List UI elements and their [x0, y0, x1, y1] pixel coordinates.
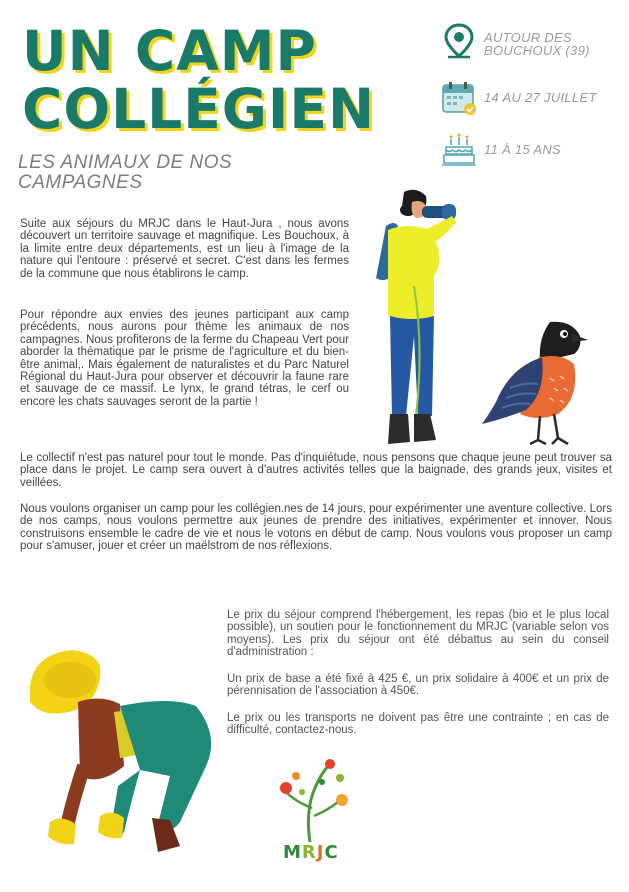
mrjc-logo-text: MRJC [283, 842, 339, 863]
paragraph-price-intro: Le prix du séjour comprend l'hébergement, les repas (bio et le plus local possible), un soutien pour le fonctionnement du MRJC (variable selon vos moyens). Les prix du séjour ont été débattus au sein du conseil d'administration : [227, 609, 609, 659]
paragraph-price-note: Le prix ou les transports ne doivent pas être une contrainte ; en cas de difficulté, contactez-nous. [227, 712, 609, 737]
info-dates [440, 79, 597, 117]
gardener-illustration [20, 646, 222, 862]
paragraph-intro: Suite aux séjours du MRJC dans le Haut-Jura , nous avons découvert un territoire sauvage et magnifique. Les Bouchoux, à la limite entre deux départements, est un lieu à l'image de la nature qui l'entoure : préservé et secret. C'est dans les fermes de la commune que nous établirons le camp. [20, 218, 349, 280]
subtitle: LES ANIMAUX DE NOS CAMPAGNES [18, 152, 233, 193]
page-title [22, 19, 375, 141]
birdwatcher-illustration [368, 186, 460, 448]
calendar-icon [440, 79, 478, 117]
ages-text: 11 À 15 ANS [484, 142, 562, 157]
paragraph-price-values: Un prix de base a été fixé à 425 €, un prix solidaire à 400€ et un prix de pérennisation de l'association à 450€. [227, 673, 609, 698]
mrjc-logo-tree-icon [266, 756, 358, 844]
bird-illustration [480, 318, 592, 446]
paragraph-collective: Le collectif n'est pas naturel pour tout le monde. Pas d'inquiétude, nous pensons que chaque jeune peut trouver sa place dans le projet. Le camp sera ouvert à d'autres activités telles que la baignade, des grands jeux, visites et veillées. [20, 452, 612, 489]
dates-text: 14 AU 27 JUILLET [484, 90, 597, 105]
title-line-2: COLLÉGIEN [22, 77, 375, 141]
info-ages [440, 131, 561, 169]
birthday-cake-icon [440, 131, 478, 169]
info-location [440, 22, 614, 60]
location-text: AUTOUR DES BOUCHOUX (39) [484, 30, 590, 58]
paragraph-theme: Pour répondre aux envies des jeunes participant aux camp précédents, nous aurons pour thème les animaux de nos campagnes. Nous profiterons de la ferme du Chapeau Vert pour aborder la thématique par le prisme de l'agriculture et du bien-être animal,. Mais également de naturalistes et du Parc Naturel Régional du Haut-Jura pour observer et découvrir la faune rare et sauvage de ce massif. Le lynx, le grand tétras, le cerf ou encore les chats sauvages seront de la partie ! [20, 309, 349, 408]
title-line-1: UN CAMP [22, 19, 317, 83]
map-pin-icon [440, 22, 478, 60]
paragraph-goals: Nous voulons organiser un camp pour les collégien.nes de 14 jours, pour expérimenter une aventure collective. Lors de nos camps, nous voulons permettre aux jeunes de prendre des initiatives, expérimenter et innover. Nous construisons ensemble le cadre de vie et nous le votons en début de camp. Nous voulons vous proposer un camp pour s'amuser, jouer et créer un maëlstrom de nos réflexions. [20, 503, 612, 553]
